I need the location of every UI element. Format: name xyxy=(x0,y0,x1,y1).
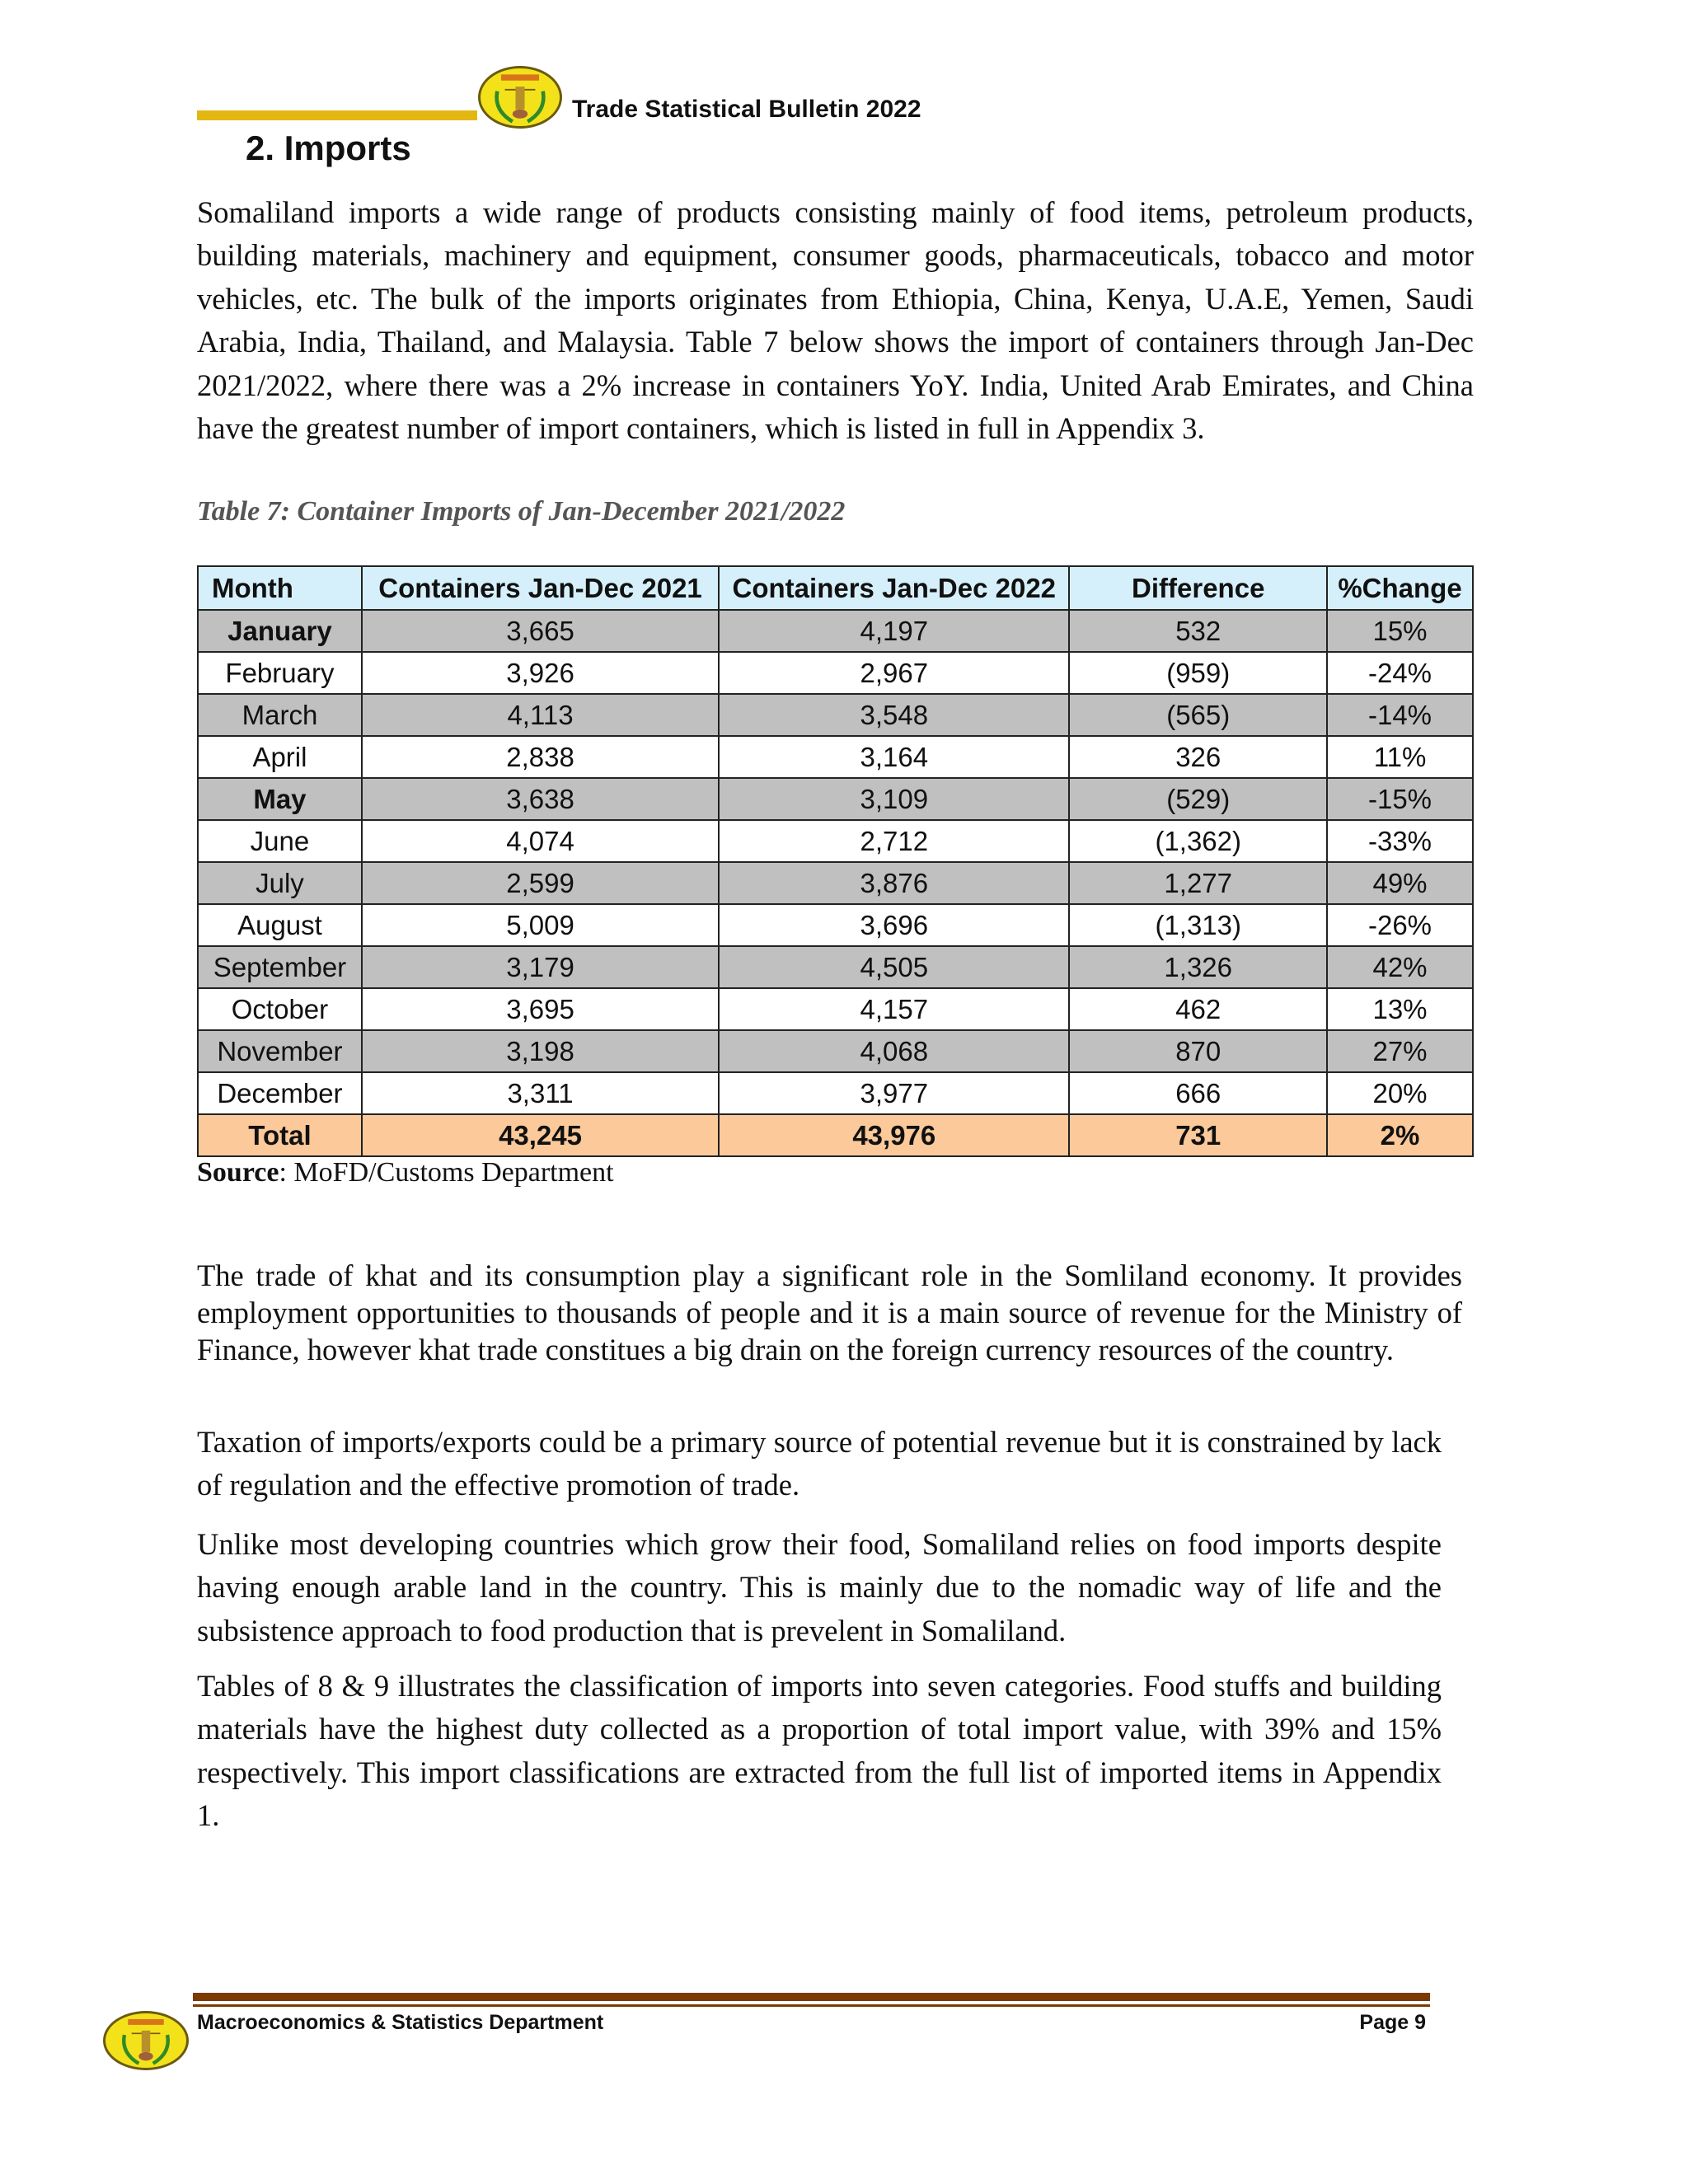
table-header-row xyxy=(198,566,1473,610)
value-cell: 3,696 xyxy=(719,904,1069,946)
value-cell: 3,977 xyxy=(719,1072,1069,1114)
month-cell: February xyxy=(198,652,362,694)
value-cell: (1,313) xyxy=(1069,904,1327,946)
value-cell: 3,695 xyxy=(362,988,719,1030)
value-cell: 1,277 xyxy=(1069,862,1327,904)
value-cell: 3,665 xyxy=(362,610,719,652)
value-cell: 5,009 xyxy=(362,904,719,946)
table-row xyxy=(198,820,1473,862)
table-row xyxy=(198,1072,1473,1114)
value-cell: (565) xyxy=(1069,694,1327,736)
header-title: Trade Statistical Bulletin 2022 xyxy=(572,96,921,123)
value-cell: 4,157 xyxy=(719,988,1069,1030)
header-accent-bar xyxy=(197,110,477,120)
value-cell: 42% xyxy=(1327,946,1473,988)
container-imports-table xyxy=(197,565,1474,1157)
value-cell: 3,638 xyxy=(362,778,719,820)
total-row xyxy=(198,1114,1473,1156)
footer-bar xyxy=(193,1993,1430,2001)
value-cell: 462 xyxy=(1069,988,1327,1030)
value-cell: -26% xyxy=(1327,904,1473,946)
table-caption: Table 7: Container Imports of Jan-December 2021/2022 xyxy=(197,496,846,527)
khat-paragraph: The trade of khat and its consumption play a significant role in the Somliland economy. It provides employment opportunities to thousands of people and it is a main source of revenue for the Ministry of Finance, however khat trade constitues a big drain on the foreign currency resources of the country. xyxy=(197,1258,1462,1366)
table-row xyxy=(198,694,1473,736)
intro-paragraph: Somaliland imports a wide range of products consisting mainly of food items, petroleum products, building materials, machinery and equipment, consumer goods, pharmaceuticals, tobacco and motor vehicles, etc. The bulk of the imports originates from Ethiopia, China, Kenya, U.A.E, Yemen, Saudi Arabia, India, Thailand, and Malaysia. Table 7 below shows the import of containers through Jan-Dec 2021/2022, where there was a 2% increase in containers YoY. India, United Arab Emirates, and China have the greatest number of import containers, which is listed in full in Appendix 3. xyxy=(197,195,1474,446)
value-cell: 2,712 xyxy=(719,820,1069,862)
value-cell: 13% xyxy=(1327,988,1473,1030)
month-cell: January xyxy=(198,610,362,652)
value-cell: 2,599 xyxy=(362,862,719,904)
col-2021: Containers Jan-Dec 2021 xyxy=(362,566,719,610)
value-cell: 4,113 xyxy=(362,694,719,736)
footer-department: Macroeconomics & Statistics Department xyxy=(197,2011,604,2034)
emblem-logo-icon xyxy=(478,66,562,129)
classification-paragraph: Tables of 8 & 9 illustrates the classification of imports into seven categories. Food stuffs and building materials have the highest duty collected as a proportion of total import value, with 39% and 15% respectively. This import classifications are extracted from the full list of imported items in Appendix 1. xyxy=(197,1669,1442,1833)
col-month: Month xyxy=(198,566,362,610)
value-cell: 2,967 xyxy=(719,652,1069,694)
value-cell: 3,311 xyxy=(362,1072,719,1114)
total-cell: 2% xyxy=(1327,1114,1473,1156)
total-cell: 43,976 xyxy=(719,1114,1069,1156)
month-cell: August xyxy=(198,904,362,946)
value-cell: 3,198 xyxy=(362,1030,719,1072)
month-cell: May xyxy=(198,778,362,820)
footer-emblem-icon xyxy=(103,2011,189,2070)
value-cell: -24% xyxy=(1327,652,1473,694)
value-cell: -15% xyxy=(1327,778,1473,820)
total-cell: 731 xyxy=(1069,1114,1327,1156)
table-row xyxy=(198,778,1473,820)
footer-page-number: Page 9 xyxy=(1359,2011,1426,2034)
month-cell: November xyxy=(198,1030,362,1072)
value-cell: 3,876 xyxy=(719,862,1069,904)
value-cell: 870 xyxy=(1069,1030,1327,1072)
value-cell: 532 xyxy=(1069,610,1327,652)
month-cell: June xyxy=(198,820,362,862)
value-cell: 4,505 xyxy=(719,946,1069,988)
value-cell: 3,179 xyxy=(362,946,719,988)
value-cell: 3,109 xyxy=(719,778,1069,820)
month-cell: March xyxy=(198,694,362,736)
month-cell: April xyxy=(198,736,362,778)
value-cell: 20% xyxy=(1327,1072,1473,1114)
source-text: : MoFD/Customs Department xyxy=(279,1157,614,1188)
table-row xyxy=(198,988,1473,1030)
value-cell: 15% xyxy=(1327,610,1473,652)
value-cell: 2,838 xyxy=(362,736,719,778)
value-cell: 3,164 xyxy=(719,736,1069,778)
table-source xyxy=(197,1157,614,1188)
month-cell: October xyxy=(198,988,362,1030)
value-cell: 3,548 xyxy=(719,694,1069,736)
value-cell: 49% xyxy=(1327,862,1473,904)
table-row xyxy=(198,862,1473,904)
month-cell: December xyxy=(198,1072,362,1114)
table-row xyxy=(198,1030,1473,1072)
month-cell: July xyxy=(198,862,362,904)
food-imports-paragraph: Unlike most developing countries which grow their food, Somaliland relies on food imports despite having enough arable land in the country. This is mainly due to the nomadic way of life and the subsistence approach to food production that is prevelent in Somaliland. xyxy=(197,1527,1442,1647)
value-cell: (1,362) xyxy=(1069,820,1327,862)
value-cell: 4,068 xyxy=(719,1030,1069,1072)
col-difference: Difference xyxy=(1069,566,1327,610)
total-cell: Total xyxy=(198,1114,362,1156)
value-cell: 326 xyxy=(1069,736,1327,778)
table-row xyxy=(198,946,1473,988)
footer-bar-thin xyxy=(193,2004,1430,2007)
value-cell: -33% xyxy=(1327,820,1473,862)
value-cell: 4,074 xyxy=(362,820,719,862)
value-cell: (529) xyxy=(1069,778,1327,820)
source-label: Source xyxy=(197,1157,279,1188)
value-cell: (959) xyxy=(1069,652,1327,694)
value-cell: 11% xyxy=(1327,736,1473,778)
total-cell: 43,245 xyxy=(362,1114,719,1156)
col-pct-change: %Change xyxy=(1327,566,1473,610)
value-cell: 666 xyxy=(1069,1072,1327,1114)
value-cell: -14% xyxy=(1327,694,1473,736)
table-row xyxy=(198,904,1473,946)
value-cell: 3,926 xyxy=(362,652,719,694)
table-row xyxy=(198,610,1473,652)
taxation-paragraph: Taxation of imports/exports could be a primary source of potential revenue but it is constrained by lack of regulation and the effective promotion of trade. xyxy=(197,1425,1442,1502)
month-cell: September xyxy=(198,946,362,988)
table-row xyxy=(198,736,1473,778)
table-row xyxy=(198,652,1473,694)
value-cell: 4,197 xyxy=(719,610,1069,652)
section-title: 2. Imports xyxy=(246,129,411,167)
value-cell: 27% xyxy=(1327,1030,1473,1072)
col-2022: Containers Jan-Dec 2022 xyxy=(719,566,1069,610)
value-cell: 1,326 xyxy=(1069,946,1327,988)
